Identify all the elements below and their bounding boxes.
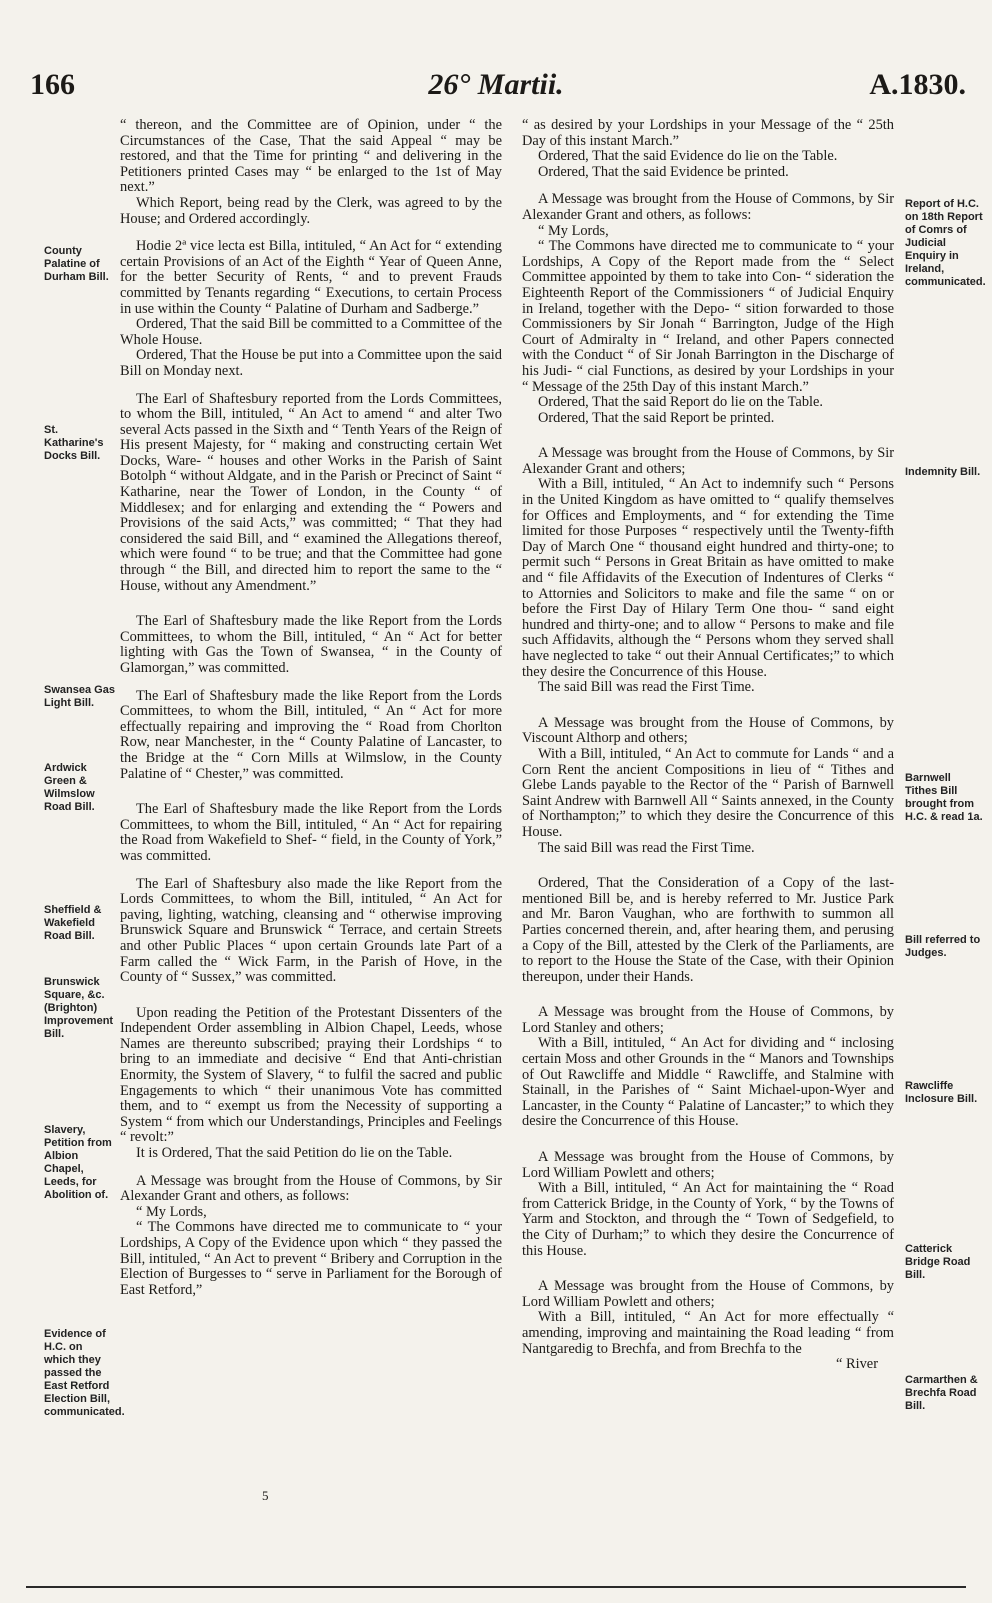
paragraph-spacer (120, 782, 502, 802)
paragraph: The Earl of Shaftesbury also made the like Report from the Lords Committees, to whom the Bill, intituled, “ An Act for paving, lighting, watching, cleansing and “ otherwise improving Brunswick Square and Brunswick “ Terrace, and certain Streets and other Public Places “ upon certain Grounds late Part of a Farm called the “ Wick Farm, in the Parish of Hove, in the County of “ Sussex,” was committed. (120, 875, 502, 986)
margin-note: Barnwell Tithes Bill brought from H.C. & read 1a. (905, 772, 983, 823)
margin-note: Brunswick Square, &c. (Brighton) Improvement Bill. (44, 976, 114, 1040)
margin-note: Swansea Gas Light Bill. (44, 684, 115, 709)
paragraph: With a Bill, intituled, “ An Act to commute for Lands “ and a Corn Rent the ancient Compositions in lieu of “ Tithes and Glebe Lands payable to the Rector of the “ Parish of Barnwell Saint Andrew with Barnwell All “ Saints annexed, in the County of Northampton;” to which they desire the Concurrence of this House. (522, 745, 894, 840)
paragraph-spacer (120, 594, 502, 614)
paragraph: Which Report, being read by the Clerk, was agreed to by the House; and Ordered accordingly. (120, 194, 502, 227)
paragraph: The Earl of Shaftesbury made the like Report from the Lords Committees, to whom the Bill, intituled, “ An “ Act for more effectually repairing and improving the “ Road from Chorlton Row, near Manchester, in the “ County Palatine of Lancaster, to the Bridge at the “ Corn Mills at Wilmslow, in the County Palatine of “ Chester,” was committed. (120, 687, 502, 782)
paragraph: It is Ordered, That the said Petition do lie on the Table. (136, 1145, 453, 1162)
margin-note: Ardwick Green & Wilmslow Road Bill. (44, 762, 95, 813)
paragraph: “ My Lords, (538, 222, 609, 239)
paragraph-spacer (522, 1130, 894, 1150)
margin-note: Indemnity Bill. (905, 466, 981, 478)
margin-note: County Palatine of Durham Bill. (44, 245, 109, 283)
paragraph: A Message was brought from the House of Commons, by Sir Alexander Grant and others; (522, 445, 894, 477)
paragraph: “ The Commons have directed me to communicate to “ your Lordships, A Copy of the Report made from the “ Select Committee appointed by them to take into Con- “ sideration the Eighteenth Report of the Commissioners “ of Judicial Enquiry in Ireland, together with the Depo- “ sition forwarded to those Commissioners by Sir Jonah “ Barrington, Judge of the High Court of Admiralty in “ Ireland, and other Papers connected with the Conduct “ of Sir Jonah Barrington in the Discharge of his Judi- “ cial Functions, as desired by your Lordships in your “ Message of the 25th Day of this instant March.” (522, 238, 894, 395)
paragraph: A Message was brought from the House of Commons, by Viscount Althorp and others; (522, 714, 894, 747)
paragraph-spacer (120, 986, 502, 1006)
paragraph: The said Bill was read the First Time. (538, 679, 755, 696)
paragraph: “ My Lords, (136, 1203, 207, 1220)
page-number: 166 (30, 68, 75, 101)
paragraph: With a Bill, intituled, “ An Act for more effectually “ amending, improving and maintaining the Road leading “ from Nantgaredig to Brechfa, and from Brechfa to the (522, 1309, 894, 1357)
paragraph-spacer (522, 985, 894, 1005)
paragraph-spacer (120, 380, 502, 392)
margin-note: Slavery, Petition from Albion Chapel, Leeds, for Abolition of. (44, 1124, 112, 1201)
paragraph: Ordered, That the said Evidence be printed. (538, 163, 789, 180)
paragraph: Ordered, That the Consideration of a Copy of the last-mentioned Bill be, and is hereby referred to Mr. Justice Park and Mr. Baron Vaughan, who are forthwith to summon all Parties concerned therein, and, after hearing them, and perusing a Copy of the Bill, attested by the Clerk of the Parliaments, are to report to the House the State of the Case, with their Opinion thereupon, under their Hands. (522, 875, 894, 985)
paragraph-spacer (522, 696, 894, 716)
paragraph: With a Bill, intituled, “ An Act for dividing and “ inclosing certain Moss and other Grounds in the “ Manors and Townships of Out Rawcliffe and Middle “ Rawcliffe, and Stalmine with Stainall, in the Parishes of “ Saint Michael-upon-Wyer and Lancaster, in the County “ Palatine of Lancaster;” to which they desire the Concurrence of this House. (522, 1035, 894, 1130)
paragraph: Ordered, That the said Evidence do lie on the Table. (538, 148, 838, 165)
margin-note: Evidence of H.C. on which they passed the East Retford Election Bill, communicated. (44, 1328, 125, 1418)
paragraph: Ordered, That the said Report be printed. (538, 409, 775, 426)
paragraph: The Earl of Shaftesbury made the like Report from the Lords Committees, to whom the Bill, intituled, “ An “ Act for better lighting with Gas the Town of Swansea, “ in the County of Glamorgan,” was committed. (120, 613, 502, 676)
page-header (0, 68, 992, 112)
paragraph: Ordered, That the said Report do lie on the Table. (538, 394, 823, 411)
paragraph: With a Bill, intituled, “ An Act for maintaining the “ Road from Catterick Bridge, in the County of York, “ by the Towns of Yarm and Stockton, and through the “ Town of Sedgefield, to the City of Durham;” to which they desire the Concurrence of this House. (522, 1180, 894, 1259)
margin-note: Rawcliffe Inclosure Bill. (905, 1080, 978, 1105)
paragraph: With a Bill, intituled, “ An Act to indemnify such “ Persons in the United Kingdom as have omitted to “ qualify themselves for Offices and Employments, and “ for extending the Time limited for those Purposes “ respectively until the Twenty-fifth Day of March One “ thousand eight hundred and thirty-one; to permit such “ Persons in Great Britain as have omitted to make and “ file Affidavits of the Execution of Indentures of Clerks “ to Attornies and Solicitors to make and file the same “ on or before the First Day of Hilary Term One thou- “ sand eight hundred and thirty-one; and to allow “ Persons to make and file such Affidavits, although the “ Persons whom they served shall have neglected to take “ out their Annual Certificates;” to which they desire the Concurrence of this House. (522, 476, 894, 680)
paragraph: A Message was brought from the House of Commons, by Lord William Powlett and others; (522, 1278, 894, 1310)
paragraph: A Message was brought from the House of Commons, by Lord Stanley and others; (522, 1004, 894, 1036)
paragraph: Ordered, That the said Bill be committed to a Committee of the Whole House. (120, 316, 502, 348)
paragraph-spacer (120, 1162, 502, 1174)
margin-note: Bill referred to Judges. (905, 934, 981, 959)
paragraph: The Earl of Shaftesbury reported from the Lords Committees, to whom the Bill, intituled, “ An Act to amend “ and alter Two several Acts passed in the Sixth and “ Tenth Years of the Reign of His present Majesty, for “ making and constructing certain Wet Docks, Ware- “ houses and other Works in the Parish of Saint Botolph “ without Aldgate, and in the Parish or Precinct of Saint “ Katharine, near the Tower of London, in the County “ of Middlesex; and for enlarging and extending the “ Powers and Provisions of the said Acts,” was committed; “ That they had considered the said Bill, and “ examined the Allegations thereof, which were found “ to be true; and that the Committee had gone through “ the Bill, and directed him to report the same to the “ House, without any Amendment.” (120, 390, 502, 594)
margin-note: Catterick Bridge Road Bill. (905, 1243, 971, 1281)
paragraph: A Message was brought from the House of Commons, by Lord William Powlett and others; (522, 1149, 894, 1181)
paragraph: “ thereon, and the Committee are of Opinion, under “ the Circumstances of the Case, That the said Appeal “ may be restored, and that the Time for printing “ and delivering in the Petitioners printed Cases may “ be enlarged to the 1st of May next.” (120, 117, 502, 196)
catchword: “ River (836, 1356, 878, 1373)
paragraph: Hodie 2ª vice lecta est Billa, intituled, “ An Act for “ extending certain Provisions of an Act of the Eighth “ Year of Queen Anne, for the better Security of Rents, “ and to prevent Frauds committed by Tenants regarding “ Executions, to certain Process in use within the County “ Palatine of Durham and Sadberge.” (120, 238, 502, 317)
page-year: A.1830. (869, 68, 966, 101)
left-column (120, 118, 502, 1298)
page-title: 26° Martii. (428, 68, 564, 101)
paragraph-spacer (522, 856, 894, 876)
margin-note: Sheffield & Wakefield Road Bill. (44, 904, 102, 942)
right-column (522, 118, 894, 1373)
paragraph: “ as desired by your Lordships in your Message of the “ 25th Day of this instant March.” (522, 117, 894, 149)
margin-note: Report of H.C. on 18th Report of Comrs of Judicial Enquiry in Ireland, communicated. (905, 198, 986, 288)
margin-note: St. Katharine's Docks Bill. (44, 424, 104, 462)
paragraph-spacer (522, 426, 894, 446)
paragraph: A Message was brought from the House of Commons, by Sir Alexander Grant and others, as follows: (120, 1172, 502, 1205)
paragraph-spacer (522, 1259, 894, 1279)
paragraph: A Message was brought from the House of Commons, by Sir Alexander Grant and others, as follows: (522, 191, 894, 223)
paragraph: The Earl of Shaftesbury made the like Report from the Lords Committees, to whom the Bill, intituled, “ An “ Act for repairing the Road from Wakefield to Shef- “ field, in the County of York,” was committed. (120, 801, 502, 864)
paragraph-spacer (120, 677, 502, 689)
paragraph-spacer (120, 865, 502, 877)
margin-note: Carmarthen & Brechfa Road Bill. (905, 1374, 978, 1412)
bottom-rule (26, 1586, 966, 1588)
paragraph: “ The Commons have directed me to communicate to “ your Lordships, A Copy of the Evidence upon which “ they passed the Bill, intituled, “ An Act to prevent “ Bribery and Corruption in the Election of Burgesses to “ serve in Parliament for the Borough of East Retford,” (120, 1219, 502, 1298)
signature-mark: 5 (262, 1488, 269, 1503)
paragraph: Ordered, That the House be put into a Committee upon the said Bill on Monday next. (120, 347, 502, 379)
paragraph: Upon reading the Petition of the Protestant Dissenters of the Independent Order assembling in Albion Chapel, Leeds, whose Names are thereunto subscribed; praying their Lordships “ to bring to an immediate and decisive “ End that Anti-christian Enormity, the System of Slavery, “ to fulfil the sacred and public Engagements to which “ their unanimous Vote has committed them, and to “ exempt us from the Necessity of supporting a System “ from which our Understandings, Principles and Feelings “ revolt:” (120, 1004, 502, 1146)
paragraph: The said Bill was read the First Time. (538, 839, 755, 856)
